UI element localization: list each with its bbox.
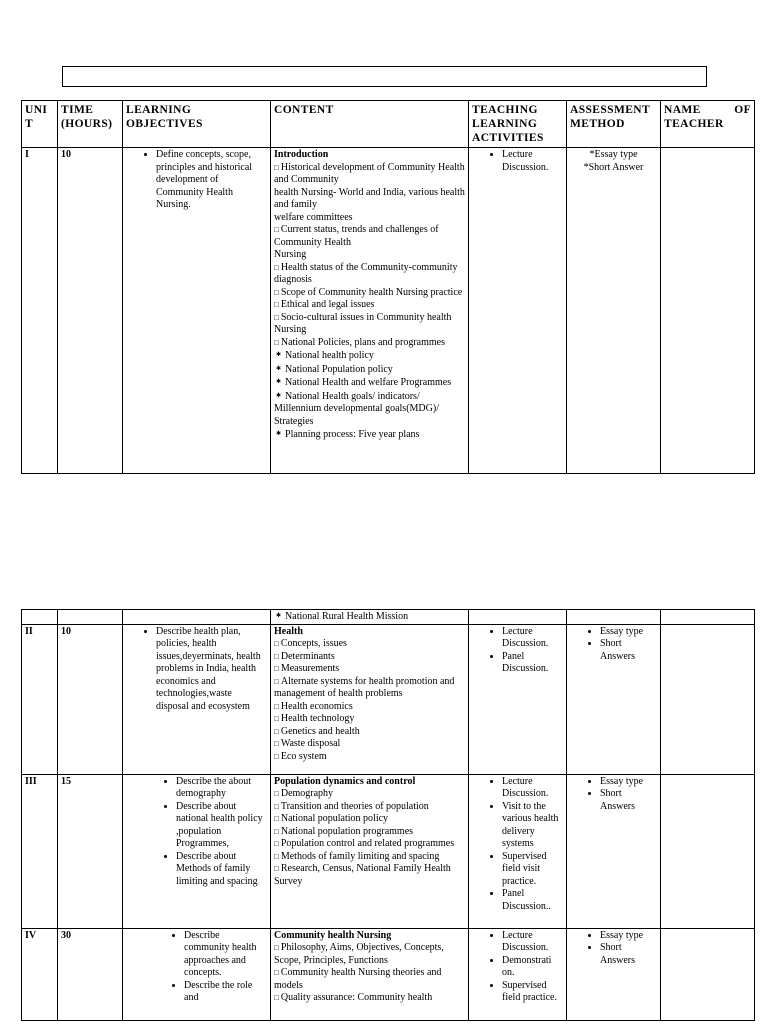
- content-line-text: Ethical and legal issues: [280, 299, 375, 310]
- header-objectives: LEARNING OBJECTIVES: [123, 101, 271, 148]
- content-line: [274, 801, 465, 814]
- content-line: [274, 788, 465, 801]
- square-bullet-icon: [274, 224, 281, 235]
- content-line-text: Transition and theories of population: [280, 800, 429, 812]
- square-bullet-icon: [274, 863, 281, 874]
- assessment-cell: [567, 928, 661, 1020]
- content-line: [274, 390, 465, 429]
- header-row: [22, 101, 755, 148]
- objectives-cell: [123, 148, 271, 474]
- time-cell: 30: [58, 928, 123, 1020]
- content-line: [274, 349, 465, 363]
- content-cell: [271, 148, 469, 474]
- table-row-unit-1: [22, 148, 755, 474]
- teacher-cell: [661, 928, 755, 1020]
- content-line: [274, 287, 465, 300]
- list-item: • Visit to the various health delivery systems: [502, 801, 563, 851]
- content-line-text: Current status, trends and challenges of Community Health: [274, 224, 439, 248]
- list-item: • Lecture Discussion.: [502, 930, 563, 955]
- content-line: [274, 663, 465, 676]
- unit-cell: I: [22, 148, 58, 474]
- list-item: • Essay type: [600, 776, 657, 789]
- content-line-text: Quality assurance: Community health: [280, 992, 433, 1003]
- objectives-cell: [123, 610, 271, 625]
- content-line: [274, 738, 465, 751]
- header-teaching: TEACHING LEARNING ACTIVITIES: [469, 101, 567, 148]
- objectives-cell: [123, 928, 271, 1020]
- content-line: [274, 651, 465, 664]
- content-line-text: Alternate systems for health promotion and management of health problems: [274, 675, 455, 699]
- content-line: [274, 851, 465, 864]
- content-line: [274, 162, 465, 187]
- list-item: • Panel Discussion.: [502, 651, 563, 676]
- content-line-text: Nursing: [274, 249, 307, 260]
- content-line: [274, 212, 465, 225]
- square-bullet-icon: [274, 262, 281, 273]
- content-line: [274, 376, 465, 390]
- list-item: • Describe about Methods of family limiting and spacing: [176, 851, 267, 889]
- content-line: [274, 224, 465, 249]
- objective-item: • Describe health plan, policies, health issues,deyerminats, health problems in India, health economics and technologies,waste disposal and ecosystem: [156, 626, 267, 714]
- content-line-text: health Nursing- World and India, various health and family: [274, 186, 465, 210]
- header-teacher-name: NAME: [664, 104, 701, 116]
- square-bullet-icon: [274, 713, 281, 724]
- content-cell: [271, 774, 469, 928]
- square-bullet-icon: [274, 788, 281, 799]
- content-line-text: National Policies, plans and programmes: [280, 336, 445, 348]
- content-line: [274, 363, 465, 377]
- table-row-continuation: [22, 610, 755, 625]
- assessment-item: *Short Answer: [583, 161, 644, 173]
- content-line-text: welfare committees: [274, 211, 353, 223]
- square-bullet-icon: [274, 992, 281, 1003]
- assessment-item: *Essay type: [589, 149, 638, 160]
- list-item: • Lecture Discussion.: [502, 776, 563, 801]
- list-item: • Short Answers: [600, 788, 657, 813]
- square-bullet-icon: [274, 287, 281, 298]
- content-line-text: National Health and welfare Programmes: [285, 377, 452, 388]
- star-bullet-icon: [274, 429, 285, 440]
- square-bullet-icon: [274, 638, 281, 649]
- unit-cell: [22, 610, 58, 625]
- content-cell: [271, 610, 469, 625]
- content-cell: [271, 928, 469, 1020]
- content-line: [274, 676, 465, 701]
- content-line: [274, 967, 465, 992]
- content-title: Health: [274, 625, 303, 637]
- teaching-cell: [469, 610, 567, 625]
- content-line: [274, 726, 465, 739]
- square-bullet-icon: [274, 651, 281, 662]
- teacher-cell: [661, 148, 755, 474]
- table-row-unit-4: [22, 928, 755, 1020]
- content-line-text: National Health goals/ indicators/ Millennium developmental goals(MDG)/ Strategies: [274, 390, 439, 427]
- content-line: [274, 863, 465, 888]
- assessment-cell: [567, 610, 661, 625]
- content-line: [274, 838, 465, 851]
- content-line-text: National population programmes: [280, 825, 414, 837]
- list-item: • Describe the role and: [184, 980, 267, 1005]
- content-line: [274, 312, 465, 337]
- star-bullet-icon: [274, 377, 285, 388]
- title-box: [62, 66, 707, 87]
- teacher-cell: [661, 624, 755, 774]
- content-line: [274, 942, 465, 967]
- header-teacher-label: TEACHER: [664, 118, 724, 130]
- content-line-text: Research, Census, National Family Health Survey: [274, 863, 451, 887]
- list-item: • Essay type: [600, 626, 657, 639]
- content-line: [274, 299, 465, 312]
- content-line-text: Health status of the Community-community diagnosis: [274, 261, 458, 285]
- content-line: [274, 751, 465, 764]
- square-bullet-icon: [274, 813, 281, 824]
- teacher-cell: [661, 610, 755, 625]
- content-line-text: Historical development of Community Health and Community: [274, 161, 465, 185]
- content-title: Introduction: [274, 149, 329, 160]
- content-line-text: National Population policy: [285, 363, 393, 375]
- list-item: • Lecture Discussion.: [502, 149, 563, 174]
- content-line: National Rural Health Mission: [285, 611, 409, 622]
- square-bullet-icon: [274, 826, 281, 837]
- unit-cell: IV: [22, 928, 58, 1020]
- content-line: [274, 337, 465, 350]
- content-line-text: Waste disposal: [280, 738, 341, 749]
- header-assessment: ASSESSMENT METHOD: [567, 101, 661, 148]
- table-row-unit-3: [22, 774, 755, 928]
- time-cell: 15: [58, 774, 123, 928]
- list-item: • Supervised field practice.: [502, 980, 563, 1005]
- objectives-cell: [123, 624, 271, 774]
- star-bullet-icon: [274, 391, 285, 402]
- content-line-text: Scope of Community health Nursing practice: [280, 286, 463, 298]
- square-bullet-icon: [274, 299, 281, 310]
- content-line-text: Determinants: [280, 650, 335, 662]
- content-line-text: Health economics: [280, 700, 353, 712]
- content-line-text: Concepts, issues: [280, 638, 347, 649]
- square-bullet-icon: [274, 676, 281, 687]
- square-bullet-icon: [274, 726, 281, 737]
- list-item: • Supervised field visit practice.: [502, 851, 563, 889]
- teaching-cell: [469, 148, 567, 474]
- content-line: [274, 262, 465, 287]
- content-line: [274, 813, 465, 826]
- list-item: • Describe the about demography: [176, 776, 267, 801]
- square-bullet-icon: [274, 738, 281, 749]
- content-line-text: Demography: [280, 788, 334, 799]
- square-bullet-icon: [274, 312, 281, 323]
- content-line-text: Philosophy, Aims, Objectives, Concepts, Scope, Principles, Functions: [274, 942, 444, 966]
- teaching-cell: [469, 928, 567, 1020]
- list-item: • Panel Discussion..: [502, 888, 563, 913]
- star-bullet-icon: [274, 350, 285, 361]
- square-bullet-icon: [274, 838, 281, 849]
- content-line-text: Socio-cultural issues in Community health Nursing: [274, 311, 452, 335]
- header-teacher: [661, 101, 755, 148]
- square-bullet-icon: [274, 663, 281, 674]
- time-cell: [58, 610, 123, 625]
- assessment-cell: [567, 148, 661, 474]
- header-time: TIME (HOURS): [58, 101, 123, 148]
- header-teacher-of: OF: [734, 104, 751, 116]
- square-bullet-icon: [274, 701, 281, 712]
- teaching-cell: [469, 774, 567, 928]
- list-item: • Essay type: [600, 930, 657, 943]
- table-row-unit-2: [22, 624, 755, 774]
- content-line-text: National population policy: [280, 813, 389, 824]
- list-item: • Short Answers: [600, 638, 657, 663]
- content-title: Population dynamics and control: [274, 775, 416, 787]
- content-line-text: Methods of family limiting and spacing: [280, 850, 440, 862]
- content-line-text: Measurements: [280, 663, 340, 674]
- square-bullet-icon: [274, 967, 281, 978]
- list-item: • Demonstrati on.: [502, 955, 563, 980]
- content-line: [274, 638, 465, 651]
- header-content: CONTENT: [271, 101, 469, 148]
- content-title: Community health Nursing: [274, 929, 392, 941]
- assessment-cell: [567, 774, 661, 928]
- content-line-text: Population control and related programmes: [280, 838, 455, 849]
- teaching-cell: [469, 624, 567, 774]
- content-line: [274, 701, 465, 714]
- square-bullet-icon: [274, 942, 281, 953]
- star-bullet-icon: [274, 364, 285, 375]
- syllabus-table-page-2: [21, 609, 755, 1021]
- header-unit: UNI T: [22, 101, 58, 148]
- content-line-text: National health policy: [285, 350, 374, 361]
- teacher-cell: [661, 774, 755, 928]
- content-line-text: Eco system: [280, 750, 327, 762]
- list-item: • Describe community health approaches and concepts.: [184, 930, 267, 980]
- content-line: [274, 428, 465, 442]
- content-line: [274, 249, 465, 262]
- content-line-text: Genetics and health: [280, 725, 360, 737]
- square-bullet-icon: [274, 337, 281, 348]
- square-bullet-icon: [274, 851, 281, 862]
- content-line: [274, 187, 465, 212]
- list-item: • Short Answers: [600, 942, 657, 967]
- content-cell: [271, 624, 469, 774]
- content-line-text: Planning process: Five year plans: [285, 429, 420, 440]
- unit-cell: II: [22, 624, 58, 774]
- list-item: • Lecture Discussion.: [502, 626, 563, 651]
- objective-item: • Define concepts, scope, principles and historical development of Community Health Nursing.: [156, 149, 267, 212]
- assessment-cell: [567, 624, 661, 774]
- unit-cell: III: [22, 774, 58, 928]
- time-cell: 10: [58, 624, 123, 774]
- square-bullet-icon: [274, 751, 281, 762]
- objectives-cell: [123, 774, 271, 928]
- syllabus-table-page-1: [21, 100, 755, 474]
- square-bullet-icon: [274, 801, 281, 812]
- list-item: • Describe about national health policy ,population Programmes,: [176, 801, 267, 851]
- content-line: [274, 713, 465, 726]
- content-line: [274, 826, 465, 839]
- time-cell: 10: [58, 148, 123, 474]
- square-bullet-icon: [274, 162, 281, 173]
- content-line: [274, 992, 465, 1005]
- content-line-text: Health technology: [280, 713, 355, 724]
- content-line-text: Community health Nursing theories and models: [274, 967, 442, 991]
